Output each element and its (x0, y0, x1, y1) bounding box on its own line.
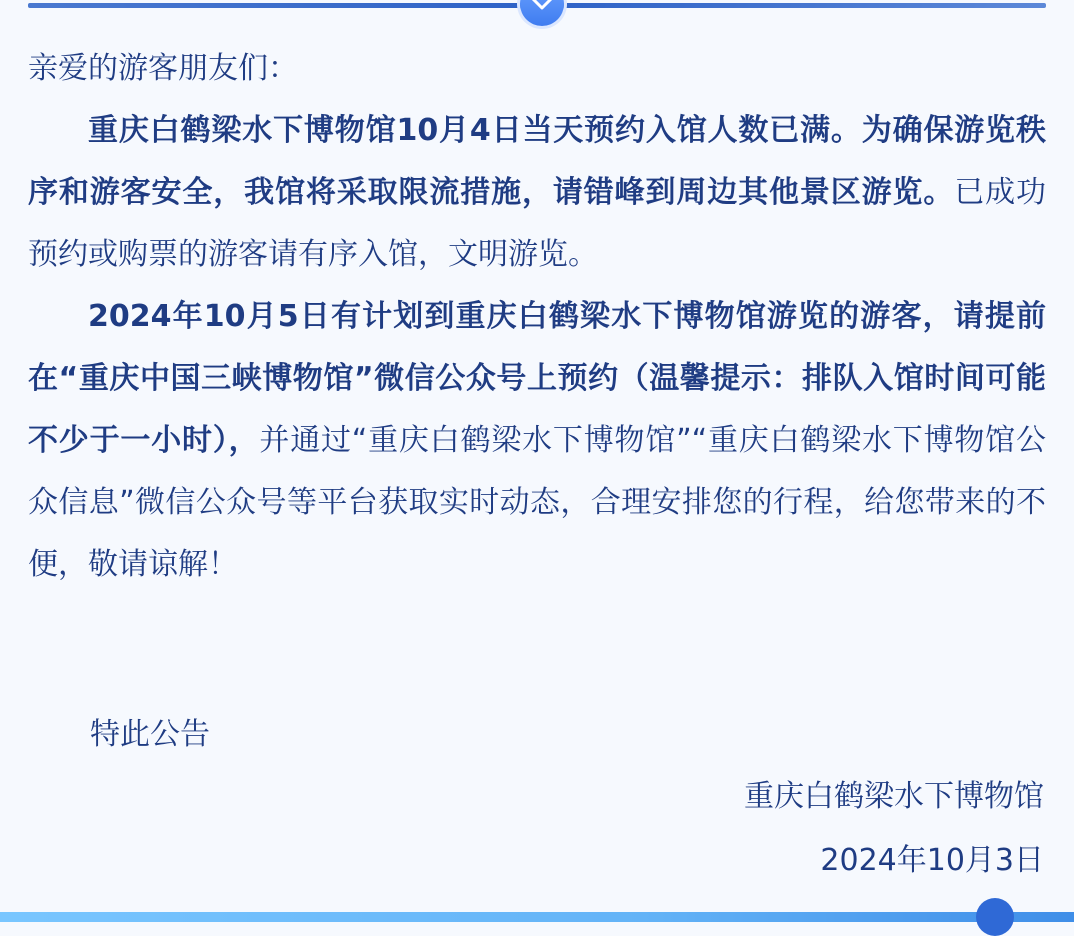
chevron-down-icon (530, 0, 554, 12)
paragraph-reservation-notice (28, 286, 1046, 596)
paragraph-reservation-bold: 2024年10月5日有计划到重庆白鹤梁水下博物馆游览的游客，请提前在“重庆中国三峡博物馆”微信公众号上预约（温馨提示：排队入馆时间可能不少于一小时）， (28, 299, 1046, 458)
signature: 重庆白鹤梁水下博物馆 (744, 779, 1044, 814)
paragraph-reservation-normal: 并通过“重庆白鹤梁水下博物馆”“重庆白鹤梁水下博物馆公众信息”微信公众号等平台获取实时动态，合理安排您的行程，给您带来的不便，敬请谅解！ (28, 423, 1046, 582)
notice-date: 2024年10月3日 (820, 843, 1044, 878)
closing-statement: 特此公告 (90, 717, 210, 752)
greeting: 亲爱的游客朋友们： (28, 51, 298, 86)
bottom-decoration (976, 898, 1014, 936)
paragraph-capacity-normal: 已成功预约或购票的游客请有序入馆，文明游览。 (28, 175, 1046, 272)
paragraph-capacity-notice (28, 100, 1046, 286)
notice-body (28, 38, 1046, 596)
paragraph-capacity-bold: 重庆白鹤梁水下博物馆10月4日当天预约入馆人数已满。为确保游览秩序和游客安全，我馆将采取限流措施，请错峰到周边其他景区游览。 (28, 113, 1046, 210)
bottom-band (0, 912, 1074, 922)
top-badge (520, 0, 564, 26)
